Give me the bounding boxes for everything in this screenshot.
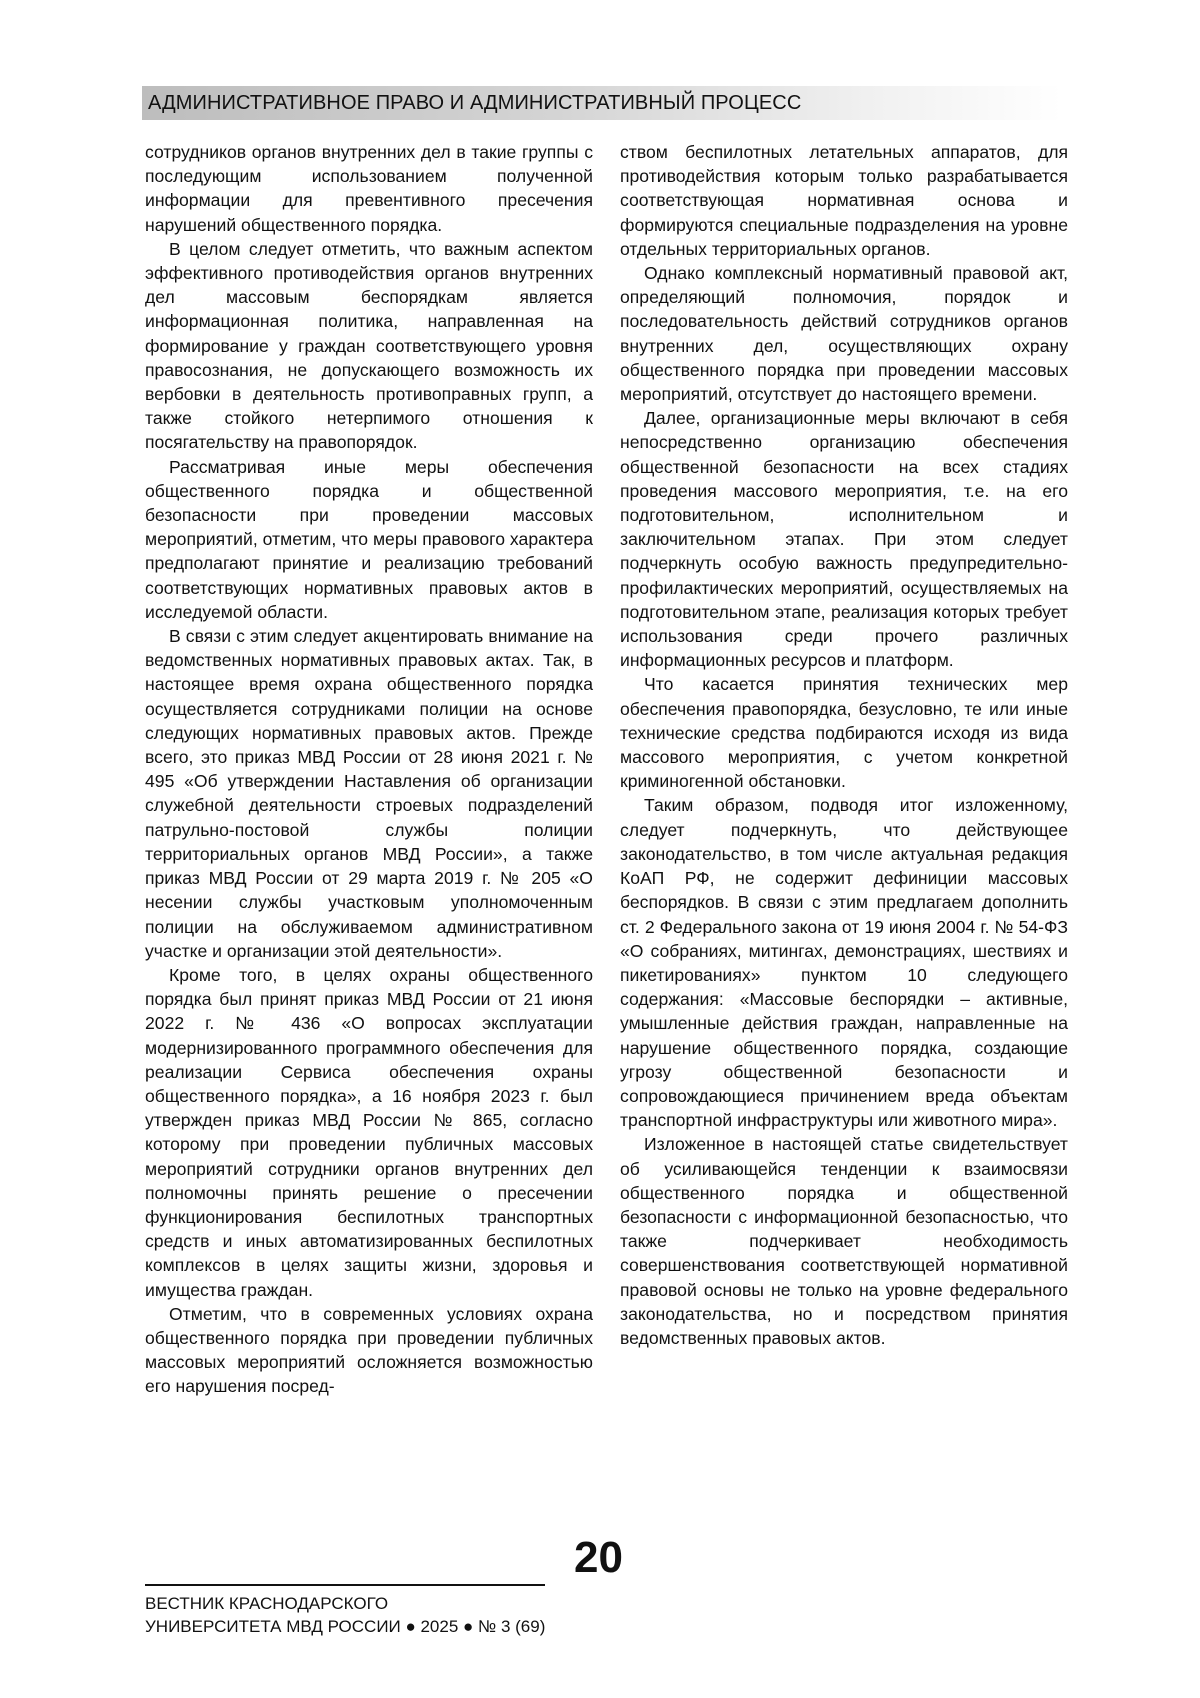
paragraph: Таким образом, подводя итог изложенному, следует подчеркнуть, что действующее законодательство, в том числе актуальная редакция КоАП РФ, не содержит дефиниции массовых беспорядков. В связи с этим предлагаем дополнить ст. 2 Федерального закона от 19 июня 2004 г. № 54-ФЗ «О собраниях, митингах, демонстрациях, шествиях и пикетированиях» пунктом 10 следующего содержания: «Массовые беспорядки – активные, умышленные действия граждан, направленные на нарушение общественного порядка, создающие угрозу общественной безопасности и сопровождающиеся причинением вреда объектам транспортной инфраструктуры или животного мира». <box>620 795 1068 1131</box>
paragraph: Однако комплексный нормативный правовой акт, определяющий полномочия, порядок и последовательность действий сотрудников органов внутренних дел, осуществляющих охрану общественного порядка при проведении массовых мероприятий, отсутствует до настоящего времени. <box>620 263 1068 405</box>
page-number: 20 <box>574 1533 623 1582</box>
journal-name-line2: УНИВЕРСИТЕТА МВД РОССИИ ● 2025 ● № 3 (69) <box>145 1617 546 1636</box>
paragraph: Далее, организационные меры включают в себя непосредственно организацию обеспечения общественной безопасности на всех стадиях проведения массового мероприятия, т.е. на его подготовительном, исполнительном и заключительном этапах. При этом следует подчеркнуть особую важность предупредительно-профилактических мероприятий, осуществляемых на подготовительном этапе, реализация которых требует использования среди прочего различных информационных ресурсов и платформ. <box>620 408 1068 671</box>
paragraph: ством беспилотных летательных аппаратов, для противодействия которым только разрабатывается соответствующая нормативная основа и формируются специальные подразделения на уровне отдельных территориальных органов. <box>620 142 1068 259</box>
paragraph: Отметим, что в современных условиях охрана общественного порядка при проведении публичных массовых мероприятий осложняется возможностью его нарушения посред- <box>145 1303 593 1397</box>
paragraph: Изложенное в настоящей статье свидетельствует об усиливающейся тенденции к взаимосвязи общественного порядка и общественной безопасности с информационной безопасностью, что также подчеркивает необходимость совершенствования соответствующей нормативной правовой основы не только на уровне федерального законодательства, но и посредством принятия ведомственных правовых актов. <box>620 1134 1068 1348</box>
paragraph: Что касается принятия технических мер обеспечения правопорядка, безусловно, те или иные технические средства подбираются исходя из вида массового мероприятия, с учетом конкретной криминогенной обстановки. <box>620 674 1068 792</box>
footer-divider <box>145 1584 545 1586</box>
paragraph: Рассматривая иные меры обеспечения общественного порядка и общественной безопасности при проведении массовых мероприятий, отметим, что меры правового характера предполагают принятие и реализацию требований соответствующих нормативных правовых актов в исследуемой области. <box>145 456 593 622</box>
journal-footer <box>145 1592 545 1638</box>
journal-name-line1: ВЕСТНИК КРАСНОДАРСКОГО <box>145 1594 389 1613</box>
paragraph: В целом следует отметить, что важным аспектом эффективного противодействия органов внутренних дел массовым беспорядкам является информационная политика, направленная на формирование у граждан соответствующего уровня правосознания, не допускающего возможность их вербовки в деятельность противоправных групп, а также стойкого нетерпимого отношения к посягательству на правопорядок. <box>145 238 593 453</box>
paragraph: В связи с этим следует акцентировать внимание на ведомственных нормативных правовых актах. Так, в настоящее время охрана общественного порядка осуществляется сотрудниками полиции на основе следующих нормативных правовых актов. Прежде всего, это приказ МВД России от 28 июня 2021 г. № 495 «Об утверждении Наставления об организации служебной деятельности строевых подразделений патрульно-постовой службы полиции территориальных органов МВД России», а также приказ МВД России от 29 марта 2019 г. № 205 «О несении службы участковым уполномоченным полиции на обслуживаемом административном участке и организации этой деятельности». <box>145 626 593 961</box>
section-header-title: АДМИНИСТРАТИВНОЕ ПРАВО И АДМИНИСТРАТИВНЫЙ ПРОЦЕСС <box>148 92 802 114</box>
paragraph: сотрудников органов внутренних дел в такие группы с последующим использованием полученной информации для превентивного пресечения нарушений общественного порядка. <box>145 142 593 235</box>
paragraph: Кроме того, в целях охраны общественного порядка был принят приказ МВД России от 21 июня 2022 г. № 436 «О вопросах эксплуатации модернизированного программного обеспечения для реализации Сервиса обеспечения охраны общественного порядка», а 16 ноября 2023 г. был утвержден приказ МВД России № 865, согласно которому при проведении публичных массовых мероприятий сотрудники органов внутренних дел полномочны принять решение о пресечении функционирования беспилотных транспортных средств и иных автоматизированных беспилотных комплексов в целях защиты жизни, здоровья и имущества граждан. <box>145 964 593 1300</box>
left-column <box>145 140 593 1399</box>
right-column <box>620 140 1068 1350</box>
